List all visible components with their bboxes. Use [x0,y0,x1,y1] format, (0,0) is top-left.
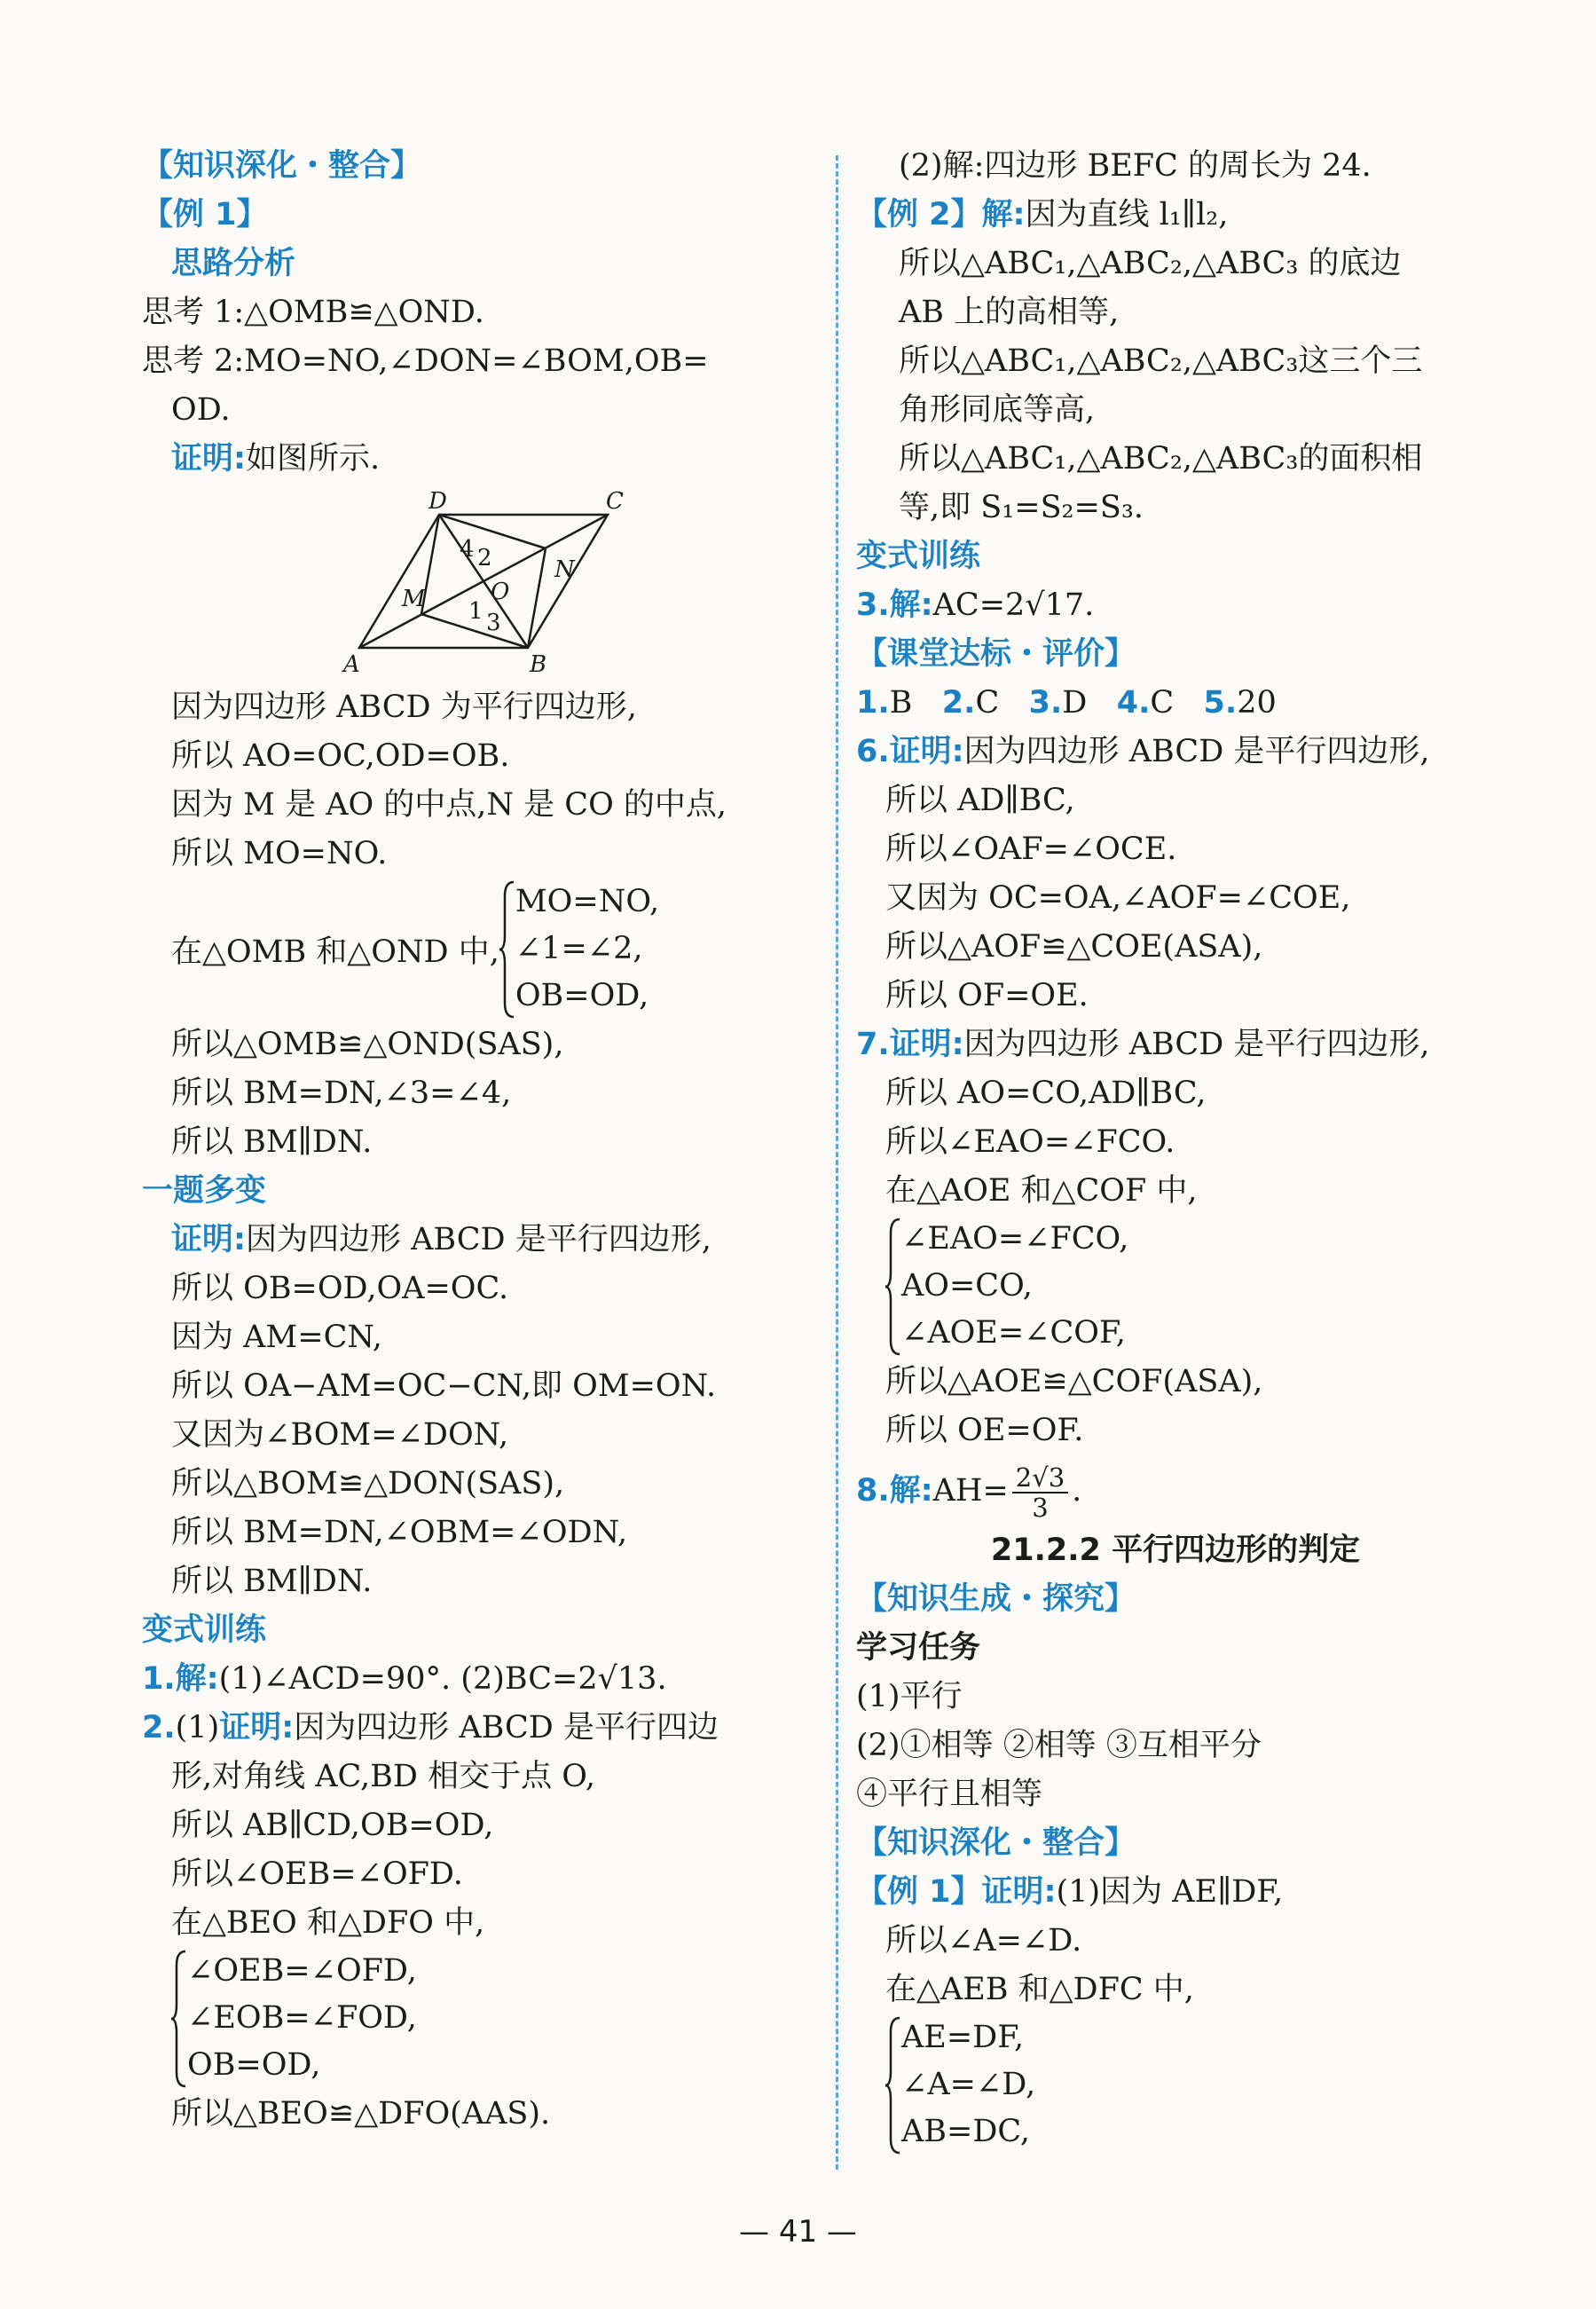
q7-keyword: 证明: [889,1027,964,1062]
system-1-brace-group [499,879,659,1021]
variant-heading-left: 变式训练 [142,1612,267,1648]
answer-5-number: 5. [1203,685,1238,721]
q6-line [856,728,1530,776]
q6-l6: 所以 OF=OE. [885,978,1089,1013]
q8-text: AH= [932,1473,1009,1509]
system-3-eq-2: AO=CO, [901,1268,1033,1304]
system-aeb-dfc [856,2014,1530,2156]
parallelogram-diagram [342,484,625,683]
q7-text: 因为四边形 ABCD 是平行四边形, [963,1027,1430,1062]
variant-2-line [142,1704,816,1753]
example-1b-l3: 在△AEB 和△DFC 中, [885,1972,1194,2007]
answers-row [856,679,1530,728]
q7-line [856,1021,1530,1069]
variant-2-l2: 形,对角线 AC,BD 相交于点 O, [171,1759,595,1794]
q7-l6: 所以 OE=OF. [885,1413,1084,1448]
section-heading-class: 【课堂达标・评价】 [856,636,1136,672]
left-l6: 所以 BM=DN,∠3=∠4, [171,1076,512,1111]
answer-1-number: 1. [856,685,890,721]
left-l3: 因为 M 是 AO 的中点,N 是 CO 的中点, [171,787,727,823]
variant-2-l6: 所以△BEO≌△DFO(AAS). [171,2096,551,2132]
task-title: 学习任务 [856,1630,981,1666]
system-1-lines [515,879,659,1021]
q8-number: 8. [856,1473,890,1509]
system-3-eq-1: ∠EAO=∠FCO, [901,1221,1129,1257]
answer-1-value: B [889,685,913,721]
answer-5-value: 20 [1237,685,1277,721]
right-r4: 所以△ABC₁,△ABC₂,△ABC₃这三个三 [899,343,1423,379]
think-1: 思考 1:△OMB≌△OND. [142,295,484,330]
column-divider [836,155,838,2170]
system-4-eq-2: ∠A=∠D, [901,2067,1036,2102]
label-o: O [491,579,510,605]
q7-l4: 在△AOE 和△COF 中, [885,1173,1198,1209]
system-2-eq-2: ∠EOB=∠FOD, [187,2000,417,2036]
label-angle-3: 3 [486,610,501,636]
section-heading-gen: 【知识生成・探究】 [856,1581,1136,1617]
multi-line-7: 所以 BM=DN,∠OBM=∠ODN, [171,1515,628,1550]
system-2-lines [187,1948,417,2090]
proof-line [142,435,816,484]
q7-l2: 所以 AO=CO,AD∥BC, [885,1076,1207,1111]
answer-3-number: 3. [1028,685,1063,721]
system-1-eq-2: ∠1=∠2, [515,931,643,966]
label-m: M [402,586,426,612]
label-angle-2: 2 [477,545,492,571]
system-1-eq-1: MO=NO, [515,884,660,919]
q6-keyword: 证明: [889,734,964,769]
q8-fraction [1012,1463,1068,1522]
left-column [142,142,816,2139]
example-2-heading: 【例 2】 [856,197,982,232]
answer-3-value: D [1062,685,1088,721]
answer-2-number: 2. [941,685,976,721]
answer-4-value: C [1150,685,1175,721]
variant-2-l4: 所以∠OEB=∠OFD. [171,1856,463,1892]
q6-text: 因为四边形 ABCD 是平行四边形, [963,734,1430,769]
think-2a: 思考 2:MO=NO,∠DON=∠BOM,OB= [142,343,709,379]
multi-text-1: 因为四边形 ABCD 是平行四边形, [246,1222,712,1257]
example-1b-heading: 【例 1】 [856,1874,982,1910]
label-a: A [343,651,360,678]
right-q3-number: 3. [856,587,890,623]
q8-line [856,1455,1530,1526]
task-2: (2)①相等 ②相等 ③互相平分 [856,1728,1262,1763]
q7-number: 7. [856,1027,890,1062]
variant-1-keyword: 解: [175,1661,219,1697]
section-heading-deepen: 【知识深化・整合】 [142,148,422,184]
label-d: D [428,488,447,515]
left-l7: 所以 BM∥DN. [171,1124,373,1160]
variant-1-number: 1. [142,1661,176,1697]
brace-icon [171,1948,187,2090]
right-r2: 所以△ABC₁,△ABC₂,△ABC₃ 的底边 [899,246,1402,281]
example-1b-l2: 所以∠A=∠D. [885,1923,1082,1958]
left-l2: 所以 AO=OC,OD=OB. [171,738,510,774]
left-l1: 因为四边形 ABCD 为平行四边形, [171,690,637,725]
variant-heading-right: 变式训练 [856,539,981,574]
system-4-eq-1: AE=DF, [901,2020,1025,2055]
example-2-line [856,191,1530,240]
thinking-heading: 思路分析 [171,246,296,281]
q7-l5: 所以△AOE≌△COF(ASA), [885,1364,1263,1399]
system-beo-dfo [142,1948,816,2090]
multi-line-3: 因为 AM=CN, [171,1320,382,1355]
proof-keyword: 证明: [171,441,246,477]
parallelogram-figure [142,484,816,683]
left-l4: 所以 MO=NO. [171,836,388,871]
right-column [856,142,1530,2156]
example-1b-line [856,1868,1530,1917]
diagonal-bd [439,515,528,648]
right-q3-text: AC=2√17. [932,587,1095,623]
q6-l5: 所以△AOF≌△COE(ASA), [885,929,1263,965]
system-omb-ond [142,879,816,1021]
answer-4-number: 4. [1116,685,1151,721]
label-n: N [554,556,575,583]
variant-2-l3: 所以 AB∥CD,OB=OD, [171,1808,494,1843]
system-3-eq-3: ∠AOE=∠COF, [901,1315,1126,1351]
q8-end: . [1072,1473,1082,1509]
right-r3: AB 上的高相等, [899,295,1120,330]
example-2-text: 因为直线 l₁∥l₂, [1025,197,1229,232]
q6-number: 6. [856,734,890,769]
think-2b: OD. [171,392,231,428]
right-r1: (2)解:四边形 BEFC 的周长为 24. [899,148,1372,184]
example-1b-text: (1)因为 AE∥DF, [1056,1874,1284,1910]
task-3: ④平行且相等 [856,1777,1043,1812]
q7-l3: 所以∠EAO=∠FCO. [885,1124,1175,1160]
system-4-lines [901,2014,1035,2156]
variant-2-l5: 在△BEO 和△DFO 中, [171,1905,485,1941]
multi-heading: 一题多变 [142,1173,267,1209]
segment-dn [439,515,546,548]
example-1b-keyword: 证明: [981,1874,1057,1910]
brace-icon [885,1216,901,1358]
variant-2-keyword: 证明: [219,1710,295,1746]
multi-line-5: 又因为∠BOM=∠DON, [171,1417,509,1453]
variant-2-prefix: (1) [175,1710,220,1746]
right-r5: 角形同底等高, [899,392,1096,428]
right-r7: 等,即 S₁=S₂=S₃. [899,490,1144,525]
variant-1-line [142,1655,816,1704]
system-4-eq-3: AB=DC, [901,2114,1031,2149]
example-2-keyword: 解: [981,197,1026,232]
multi-line-1 [142,1216,816,1265]
system-1-prefix: 在△OMB 和△OND 中, [171,934,499,970]
brace-icon [499,879,515,1021]
system-aoe-cof [856,1216,1530,1358]
system-2-eq-3: OB=OD, [187,2047,321,2083]
q6-l2: 所以 AD∥BC, [885,783,1075,818]
answer-2-value: C [975,685,1000,721]
brace-icon [885,2014,901,2156]
variant-2-text: 因为四边形 ABCD 是平行四边 [294,1710,719,1746]
variant-2-number: 2. [142,1710,176,1746]
example-1-heading: 【例 1】 [142,197,268,232]
q6-l4: 又因为 OC=OA,∠AOF=∠COE, [885,880,1351,916]
right-q3-line [856,581,1530,630]
right-r6: 所以△ABC₁,△ABC₂,△ABC₃的面积相 [899,441,1423,477]
variant-1-text: (1)∠ACD=90°. (2)BC=2√13. [218,1661,667,1697]
q8-fraction-denominator: 3 [1032,1492,1049,1523]
q6-l3: 所以∠OAF=∠OCE. [885,831,1177,867]
q8-keyword: 解: [889,1473,933,1509]
right-q3-keyword: 解: [889,587,933,623]
label-angle-1: 1 [468,598,484,625]
multi-line-2: 所以 OB=OD,OA=OC. [171,1271,509,1306]
system-1-eq-3: OB=OD, [515,978,649,1013]
label-angle-4: 4 [460,536,475,563]
task-1: (1)平行 [856,1679,963,1714]
label-c: C [606,488,624,515]
left-l5: 所以△OMB≌△OND(SAS), [171,1027,564,1062]
multi-line-6: 所以△BOM≌△DON(SAS), [171,1466,565,1501]
section-title: 21.2.2 平行四边形的判定 [990,1533,1361,1568]
multi-proof-keyword: 证明: [171,1222,246,1257]
system-2-eq-1: ∠OEB=∠OFD, [187,1953,417,1989]
label-b: B [530,651,547,678]
system-3-lines [901,1216,1128,1358]
q8-fraction-numerator: 2√3 [1012,1463,1068,1493]
section-heading-deepen-right: 【知识深化・整合】 [856,1825,1136,1861]
page-number: — 41 — [739,2214,857,2250]
multi-line-4: 所以 OA−AM=OC−CN,即 OM=ON. [171,1368,717,1404]
multi-line-8: 所以 BM∥DN. [171,1564,373,1599]
proof-text: 如图所示. [246,441,381,477]
